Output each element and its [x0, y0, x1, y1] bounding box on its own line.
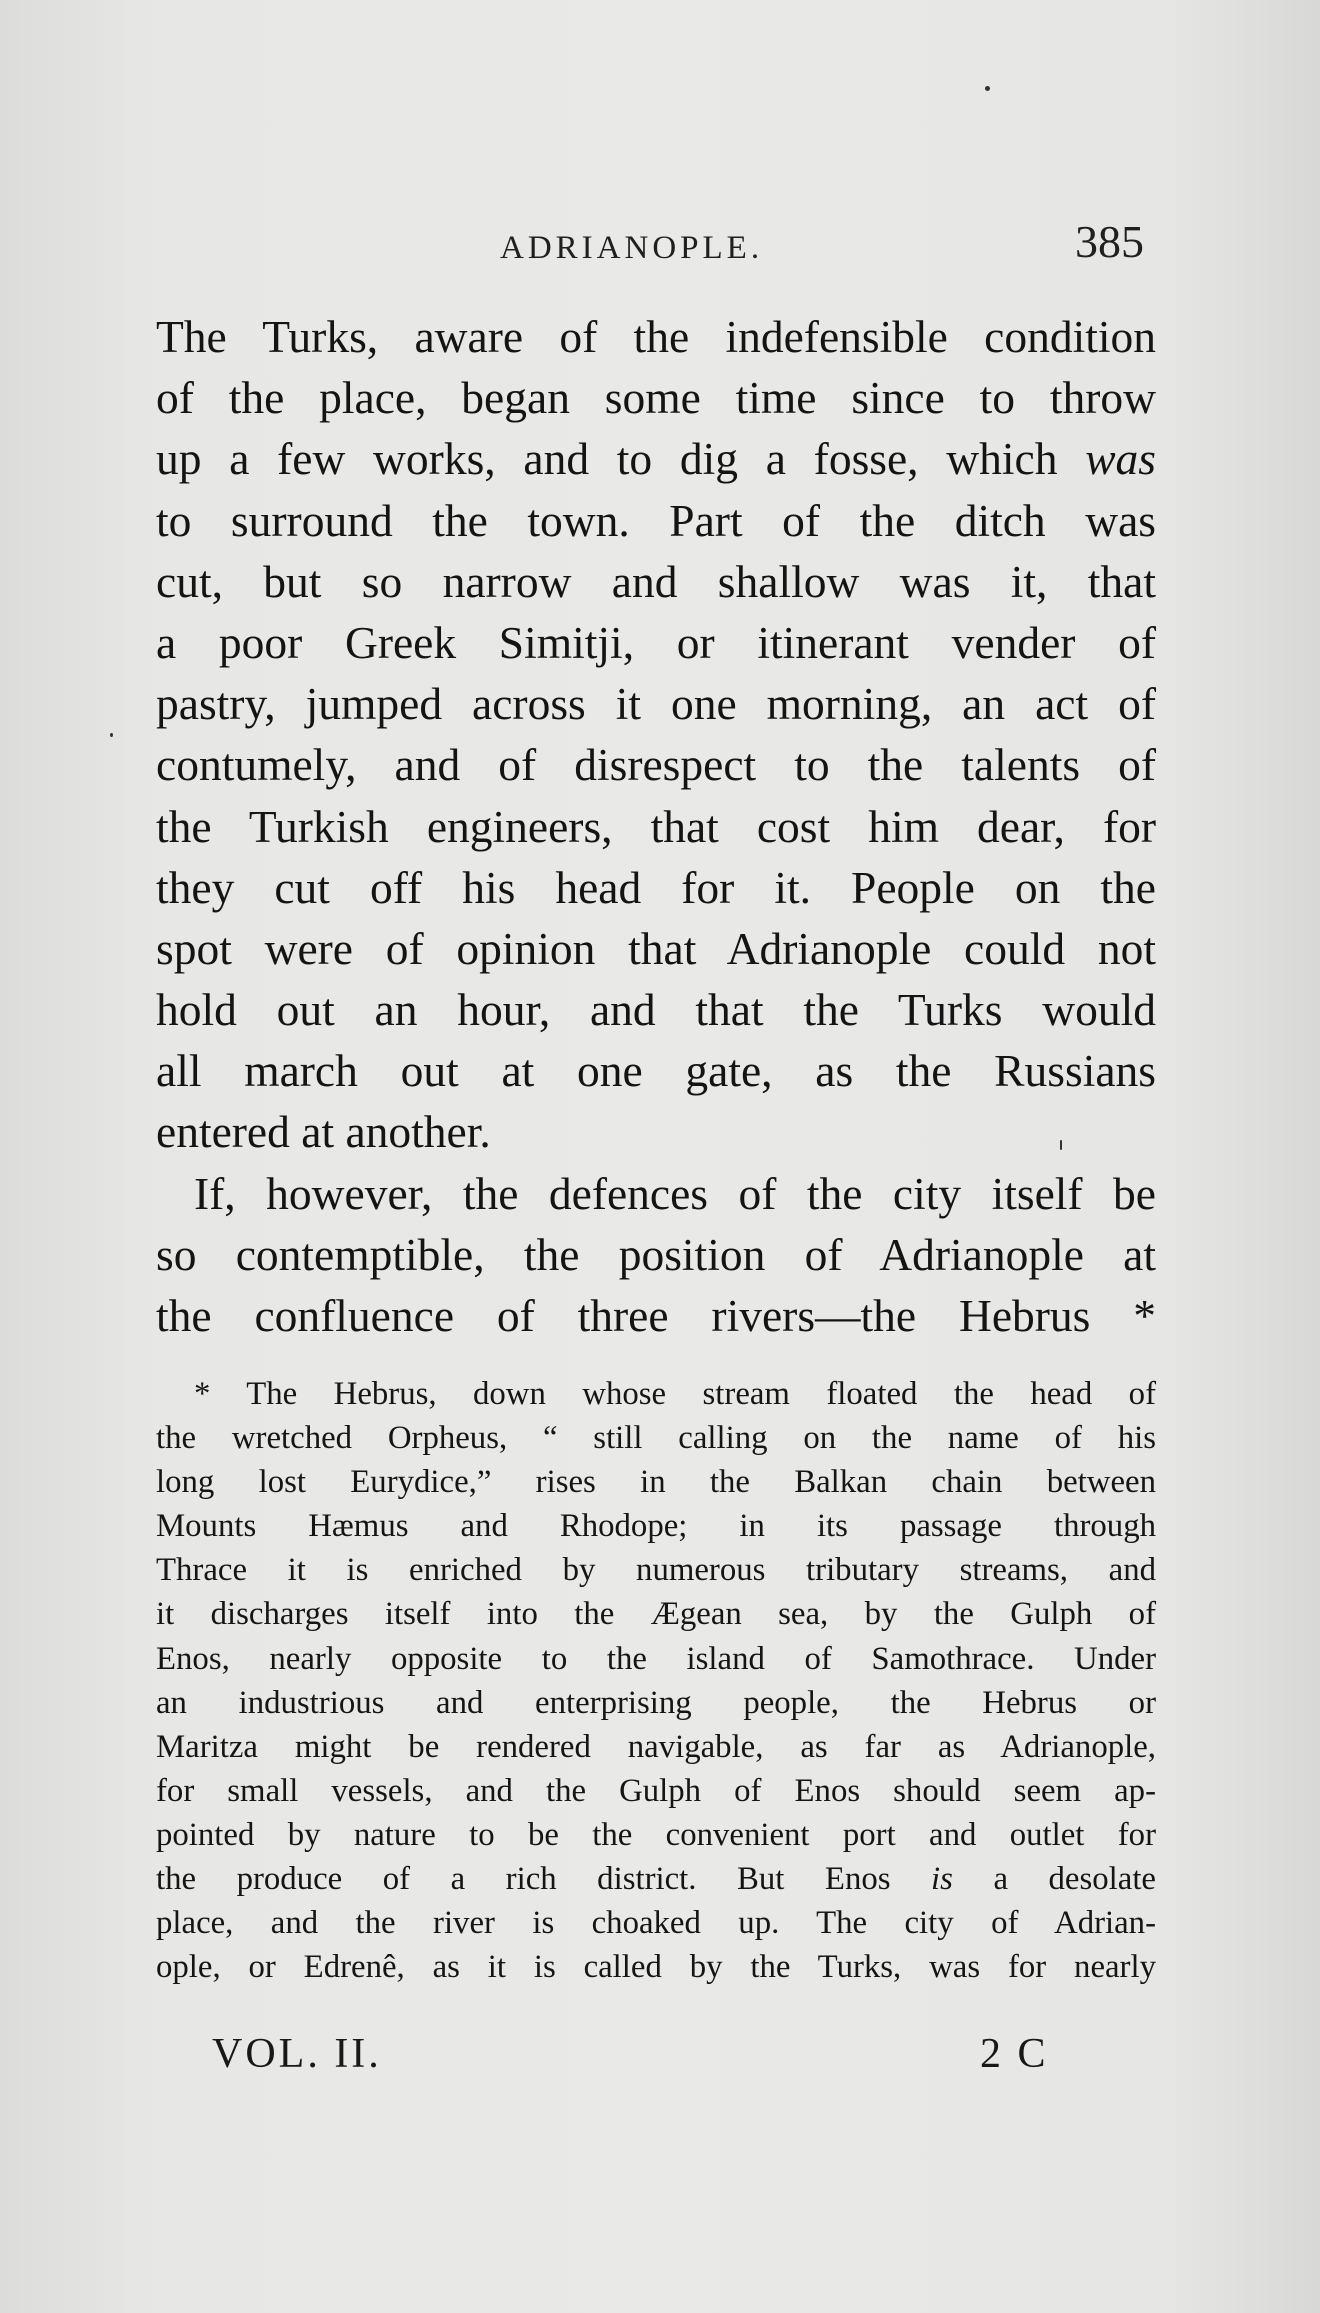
- text-line: spot were of opinion that Adrianople could not: [156, 922, 1156, 974]
- footnote: [156, 1372, 1156, 1989]
- text-line: they cut off his head for it. People on the: [156, 861, 1156, 913]
- main-text: [156, 306, 1156, 1346]
- footnote-line: [156, 1857, 1156, 1901]
- footnote-line: Maritza might be rendered navigable, as far as Adrianople,: [156, 1728, 1156, 1765]
- footnote-line: * The Hebrus, down whose stream floated the head of: [194, 1376, 1156, 1412]
- text-line: of the place, began some time since to throw: [156, 372, 1156, 424]
- text-line: the confluence of three rivers—the Hebrus *: [156, 1290, 1156, 1341]
- volume-mark: VOL. II.: [212, 2031, 382, 2077]
- page-number: 385: [1075, 216, 1144, 267]
- footnote-line: pointed by nature to be the convenient port and outlet for: [156, 1816, 1156, 1853]
- text-line: all march out at one gate, as the Russians: [156, 1045, 1156, 1097]
- text-line: cut, but so narrow and shallow was it, that: [156, 555, 1156, 607]
- text-line: the Turkish engineers, that cost him dear, for: [156, 800, 1156, 852]
- footnote-line: long lost Eurydice,” rises in the Balkan chain between: [156, 1464, 1156, 1501]
- footnote-line: for small vessels, and the Gulph of Enos should seem ap-: [156, 1772, 1156, 1809]
- footnote-line: an industrious and enterprising people, the Hebrus or: [156, 1684, 1156, 1721]
- signature-mark: 2 C: [980, 2031, 1049, 2077]
- footnote-line: ople, or Edrenê, as it is called by the Turks, was for nearly: [156, 1949, 1156, 1986]
- footnote-line-part: a desolate: [952, 1861, 1156, 1898]
- text-line: to surround the town. Part of the ditch was: [156, 494, 1156, 546]
- text-line: entered at another.: [156, 1106, 491, 1158]
- running-title: ADRIANOPLE.: [500, 230, 764, 266]
- footnote-line: Thrace it is enriched by numerous tributary streams, and: [156, 1552, 1156, 1589]
- text-line: contumely, and of disrespect to the talents of: [156, 739, 1156, 791]
- paper-speck: [110, 733, 113, 737]
- footnote-line: the wretched Orpheus, “ still calling on the name of his: [156, 1420, 1156, 1457]
- text-line: pastry, jumped across it one morning, an act of: [156, 678, 1156, 730]
- footnote-line: Enos, nearly opposite to the island of Samothrace. Under: [156, 1640, 1156, 1677]
- italic-word: is: [931, 1861, 953, 1898]
- text-line: hold out an hour, and that the Turks would: [156, 984, 1156, 1036]
- footnote-line: place, and the river is choaked up. The city of Adrian-: [156, 1905, 1156, 1942]
- paper-speck: [985, 86, 990, 91]
- footnote-line: Mounts Hæmus and Rhodope; in its passage through: [156, 1508, 1156, 1545]
- text-line: [156, 428, 1156, 489]
- text-line: The Turks, aware of the indefensible condition: [156, 311, 1156, 362]
- footnote-line: it discharges itself into the Ægean sea, by the Gulph of: [156, 1596, 1156, 1633]
- text-line-part: up a few works, and to dig a fosse, which: [156, 433, 1086, 485]
- footnote-line-part: the produce of a rich district. But Enos: [156, 1861, 932, 1898]
- text-line: a poor Greek Simitji, or itinerant vender of: [156, 616, 1156, 668]
- paper-speck: [1060, 1140, 1062, 1150]
- italic-word: was: [1085, 433, 1156, 485]
- text-line: If, however, the defences of the city itself be: [194, 1167, 1156, 1219]
- text-line: so contemptible, the position of Adrianople at: [156, 1228, 1156, 1280]
